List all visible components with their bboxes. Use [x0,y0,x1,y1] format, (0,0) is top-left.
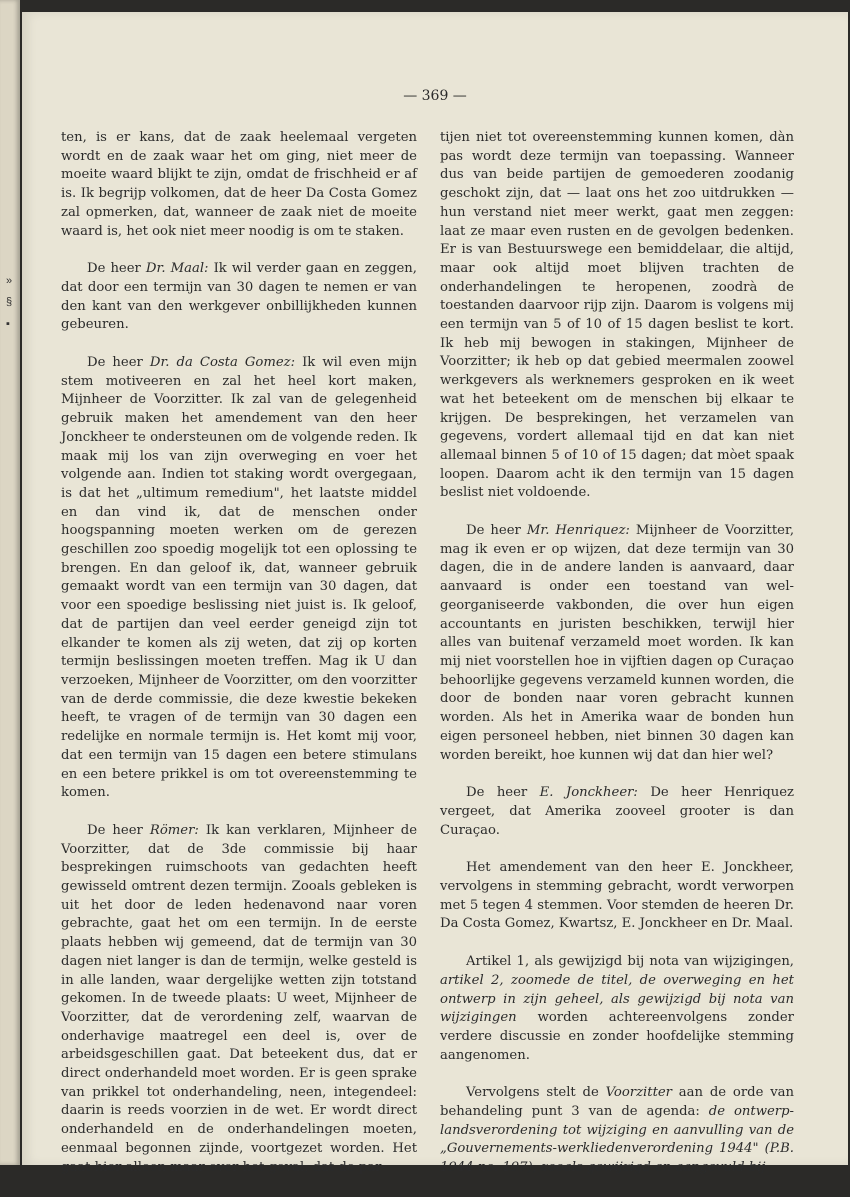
italic-text: E. Jonckheer: [539,785,638,801]
paragraph [440,953,794,1065]
margin-mark: ▪ [6,318,10,330]
text-run: worden achtereenvolgens zonder verdere discussie en zonder hoofdelijke stemming aangenomen. [440,1010,794,1063]
text-run: Mijnheer de Voorzitter, mag ik even er op wijzen, dat deze termijn van 30 dagen, die in de andere landen is aanvaard, daar aanvaard is onder een toestand van wel-georganiseerde vakbonden, die over hun eigen accountants en juristen beschikken, terwijl hier alles van buitenaf verzameld moet worden. Ik kan mij niet voorstellen hoe in vijftien dagen op Curaçao behoorlijke gegevens verzameld kunnen worden, die door de bonden naar voren gebracht kunnen worden. Als het in Amerika waar de bonden hun eigen personeel hebben, niet binnen 30 dagen kan worden bereikt, hoe kunnen wij dat dan hier wel? [440,523,795,763]
text-run: Vervolgens stelt de [466,1085,606,1101]
text-run: Ik wil even mijn stem motiveeren en zal het heel kort maken, Mijnheer de Voorzitter. Ik zal van de gelegenheid gebruik maken het amendement van den heer Jonckheer te ondersteunen om de volgende reden. Ik maak mij los van zijn overweging en voer het volgende aan. Indien tot staking wordt overgegaan, is dat het „ultimum remedium", het laatste middel en dan vind ik, dat de menschen onder hoogspanning moeten werken om de gerezen geschillen zoo spoedig mogelijk tot een oplossing te brengen. En dan geloof ik, dat, wanneer gebruik gemaakt wordt van een termijn van 30 dagen, dat voor een spoedige beslissing niet juist is. Ik geloof, dat de partijen dan veel eerder geneigd zijn tot elkander te komen als zij weten, dat zij op korten termijn beslissingen moeten treffen. Mag ik U dan verzoeken, Mijnheer de Voorzitter, om den voorzitter van de derde commissie, die deze kwestie bekeken heeft, te vragen of de termijn van 30 dagen een redelijke en normale termijn is. Het komt mij voor, dat een termijn van 15 dagen een betere stimulans en een betere prikkel is om tot overeenstemming te komen. [61,355,417,801]
left-column [61,129,417,1196]
italic-text: Mr. Henriquez: [526,523,630,539]
paragraph [440,859,794,934]
text-run: De heer [87,822,150,838]
text-run: De heer Henriquez vergeet, dat Amerika zooveel grooter is dan Curaçao. [440,785,794,838]
italic-text: Römer: [149,822,199,838]
text-run: Artikel 1, als gewijzigd bij nota van wijzigingen, [466,954,794,970]
text-run: Ik wil verder gaan en zeggen, dat door een termijn van 30 dagen te nemen er van den kant van den werkgever onbillijkheden kunnen gebeuren. [61,261,417,333]
margin-mark: » [6,275,13,287]
right-column [440,129,794,1197]
italic-text: Dr. Maal: [145,261,209,277]
paragraph [61,260,417,335]
italic-text: Dr. da Costa Gomez: [149,355,296,371]
text-run: tijen niet tot overeenstemming kunnen komen, dàn pas wordt deze termijn van toepassing. Wanneer dus van beide partijen de gemoederen zoodanig geschokt zijn, dat — laat ons het zoo uitdrukken — hun verstand niet meer werkt, gaat men zeggen: laat ze maar even rusten en de gevolgen bedenken. Er is van Bestuurswege een bemiddelaar, die altijd, maar ook altijd moet blijven trachten de onderhandelingen te heropenen, zoodrà de toestanden daarvoor rijp zijn. Daarom is volgens mij een termijn van 5 of 10 of 15 dagen beslist te kort. Ik heb mij bewogen in stakingen, Mijnheer de Voorzitter; ik heb op dat gebied meermalen zoowel werkgevers als werknemers gesproken en ik weet wat het beteekent om de menschen bij elkaar te krijgen. De besprekingen, het verzamelen van gegevens, vordert allemaal tijd en dat kan niet allemaal binnen 5 of 10 of 15 dagen; dat mòet spaak loopen. Daarom acht ik den termijn van 15 dagen beslist niet voldoende. [440,130,794,501]
paragraph [61,822,417,1177]
text-run: Het amendement van den heer E. Jonckheer, vervolgens in stemming gebracht, wordt verworpen met 5 tegen 4 stemmen. Voor stemden de heeren Dr. Da Costa Gomez, Kwartsz, E. Jonckheer en Dr. Maal. [440,860,794,932]
text-run: ten, is er kans, dat de zaak heelemaal vergeten wordt en de zaak waar het om ging, niet meer de moeite waard blijkt te zijn, omdat de frischheid er af is. Ik begrijp volkomen, dat de heer Da Costa Gomez zal opmerken, dat, wanneer de zaak niet de moeite waard is, het ook niet meer noodig is om te staken. [61,130,417,239]
text-run: Ik kan verklaren, Mijnheer de Voorzitter, dat de 3de commissie bij haar besprekingen ruimschoots van gedachten heeft gewisseld omtrent dezen termijn. Zooals gebleken is uit het door de leden hedenavond naar voren gebrachte, gaat het om een termijn. In de eerste plaats hebben wij gemeend, dat de termijn van 30 dagen niet langer is dan de termijn, welke gesteld is in alle landen, waar dergelijke wetten zijn totstand gekomen. In de tweede plaats: U weet, Mijnheer de Voorzitter, dat de verordening zelf, waarvan de onderhavige maatregel een deel is, over de arbeidsgeschillen gaat. Dat beteekent dus, dat er direct onderhandeld moet worden. Er is geen sprake van prikkel tot onderhandeling, neen, integendeel: daarin is reeds voorzien in de wet. Er wordt direct onderhandeld en de onderhandelingen moeten, eenmaal begonnen zijnde, voortgezet worden. Het gaat hier alleen maar over het geval, dat de par- [61,822,417,1175]
italic-text: artikel 2, zoomede de titel, de overweging en het ontwerp in zijn geheel, als gewijzigd bij nota van wijzigingen [440,972,794,1026]
margin-mark: § [6,296,13,308]
text-run: De heer [466,785,540,801]
adjacent-page-edge [0,0,20,1165]
paragraph [440,1084,794,1178]
paragraph [440,522,794,765]
document-page [22,12,848,1176]
page-number: — 369 — [403,88,467,104]
italic-text: Voorzitter [605,1085,672,1101]
paragraph [61,129,417,241]
paragraph [440,129,794,503]
text-run: De heer [466,523,527,539]
text-run: De heer [87,261,146,277]
paragraph [440,784,794,840]
text-run: aan de orde van behandeling punt 3 van de agenda: [440,1085,794,1120]
italic-text: de ontwerp-landsverordening tot wijziging en aanvulling van de „Gouvernements-werkliedenverordening 1944" (P.B. 1944 no. 197), zooals gewijzigd en aangevuld bij [440,1104,794,1176]
paragraph [61,354,417,803]
text-run: De heer [87,355,150,371]
